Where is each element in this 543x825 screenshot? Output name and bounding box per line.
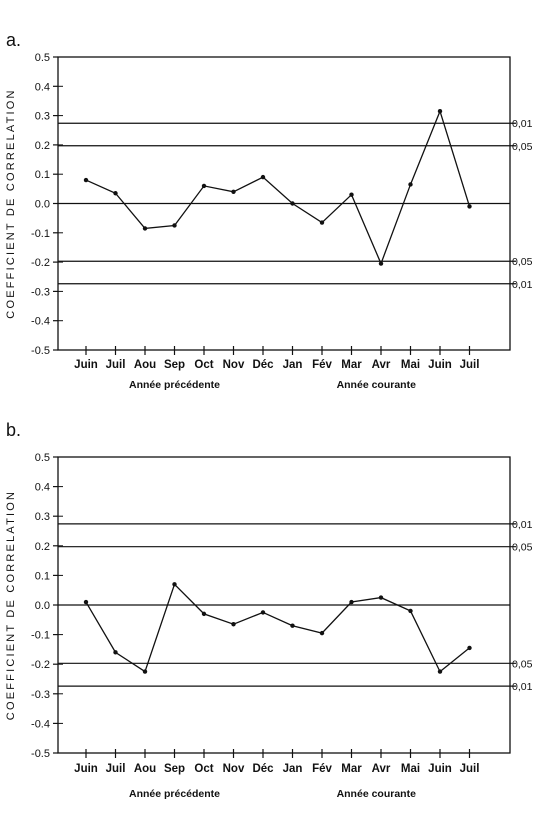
y-tick-label: 0.5 [34, 52, 50, 64]
data-point [290, 624, 294, 628]
x-tick-label: Aou [133, 359, 157, 371]
panel-b-label: b. [6, 420, 22, 440]
data-point [320, 631, 324, 635]
data-point [467, 646, 471, 650]
x-tick-label: Nov [222, 359, 245, 371]
y-tick-label: -0.4 [31, 315, 50, 328]
x-tick-label: Juin [428, 359, 452, 371]
data-point [261, 610, 265, 614]
x-tick-label: Mar [341, 763, 362, 775]
x-tick-label: Jan [282, 359, 303, 371]
significance-label: 0,01 [512, 681, 533, 694]
x-tick-label: Sep [163, 763, 186, 775]
y-tick-label: -0.3 [31, 286, 50, 299]
x-tick-label: Juil [105, 763, 126, 775]
significance-label: 0,01 [512, 278, 533, 291]
y-tick-label: 0.2 [34, 139, 50, 152]
y-axis-title: COEFFICIENT DE CORRELATION [5, 88, 17, 319]
significance-label: 0,05 [512, 541, 533, 554]
y-tick-label: -0.5 [31, 345, 50, 357]
y-tick-label: 0.3 [34, 511, 50, 524]
y-tick-label: -0.2 [31, 257, 50, 270]
x-tick-label: Juin [428, 763, 452, 775]
x-tick-label: Juil [105, 359, 126, 371]
data-point [172, 582, 176, 586]
y-tick-label: 0.2 [34, 540, 50, 553]
y-tick-label: 0.1 [34, 169, 50, 182]
data-point [143, 669, 147, 673]
data-point [231, 622, 235, 626]
data-point [202, 612, 206, 616]
data-point [84, 600, 88, 604]
y-tick-label: -0.5 [31, 748, 50, 760]
data-point [349, 600, 353, 604]
y-tick-label: 0.0 [34, 600, 50, 612]
x-tick-label: Nov [222, 763, 245, 775]
y-tick-label: -0.4 [31, 718, 50, 731]
x-tick-label: Juil [459, 359, 480, 371]
x-tick-label: Déc [252, 359, 274, 371]
x-tick-label: Juil [459, 763, 480, 775]
y-tick-label: -0.1 [31, 629, 50, 642]
x-tick-label: Mar [341, 359, 362, 371]
panel-a-label: a. [6, 30, 22, 50]
significance-label: 0,05 [512, 256, 533, 269]
y-tick-label: 0.1 [34, 570, 50, 583]
y-tick-label: 0.3 [34, 110, 50, 123]
x-group-label: Année courante [336, 788, 416, 800]
x-tick-label: Oct [194, 359, 214, 371]
significance-label: 0,05 [512, 140, 533, 153]
x-tick-label: Fév [312, 359, 332, 371]
y-tick-label: -0.3 [31, 688, 50, 701]
x-group-label: Année précédente [128, 379, 221, 391]
x-tick-label: Juin [74, 359, 98, 371]
x-tick-label: Déc [252, 763, 274, 775]
x-group-label: Année précédente [128, 788, 221, 800]
significance-label: 0,05 [512, 658, 533, 671]
x-tick-label: Avr [371, 359, 391, 371]
x-tick-label: Aou [133, 763, 157, 775]
x-tick-label: Juin [74, 763, 98, 775]
data-point [438, 669, 442, 673]
significance-label: 0,01 [512, 518, 533, 531]
x-tick-label: Mai [400, 359, 421, 371]
data-point [113, 650, 117, 654]
x-tick-label: Jan [282, 763, 303, 775]
x-tick-label: Mai [400, 763, 421, 775]
x-tick-label: Avr [371, 763, 391, 775]
x-group-label: Année courante [336, 379, 416, 391]
significance-label: 0,01 [512, 118, 533, 131]
data-point [408, 609, 412, 613]
x-tick-label: Oct [194, 763, 214, 775]
data-point [379, 595, 383, 599]
y-axis-title: COEFFICIENT DE CORRELATION [5, 489, 17, 721]
y-tick-label: -0.1 [31, 227, 50, 240]
y-tick-label: 0.5 [34, 452, 50, 464]
x-tick-label: Fév [312, 763, 332, 775]
y-tick-label: 0.4 [34, 481, 50, 494]
y-tick-label: -0.2 [31, 659, 50, 672]
x-tick-label: Sep [163, 359, 186, 371]
series-line [86, 584, 470, 671]
y-tick-label: 0.4 [34, 81, 50, 94]
y-tick-label: 0.0 [34, 198, 50, 211]
